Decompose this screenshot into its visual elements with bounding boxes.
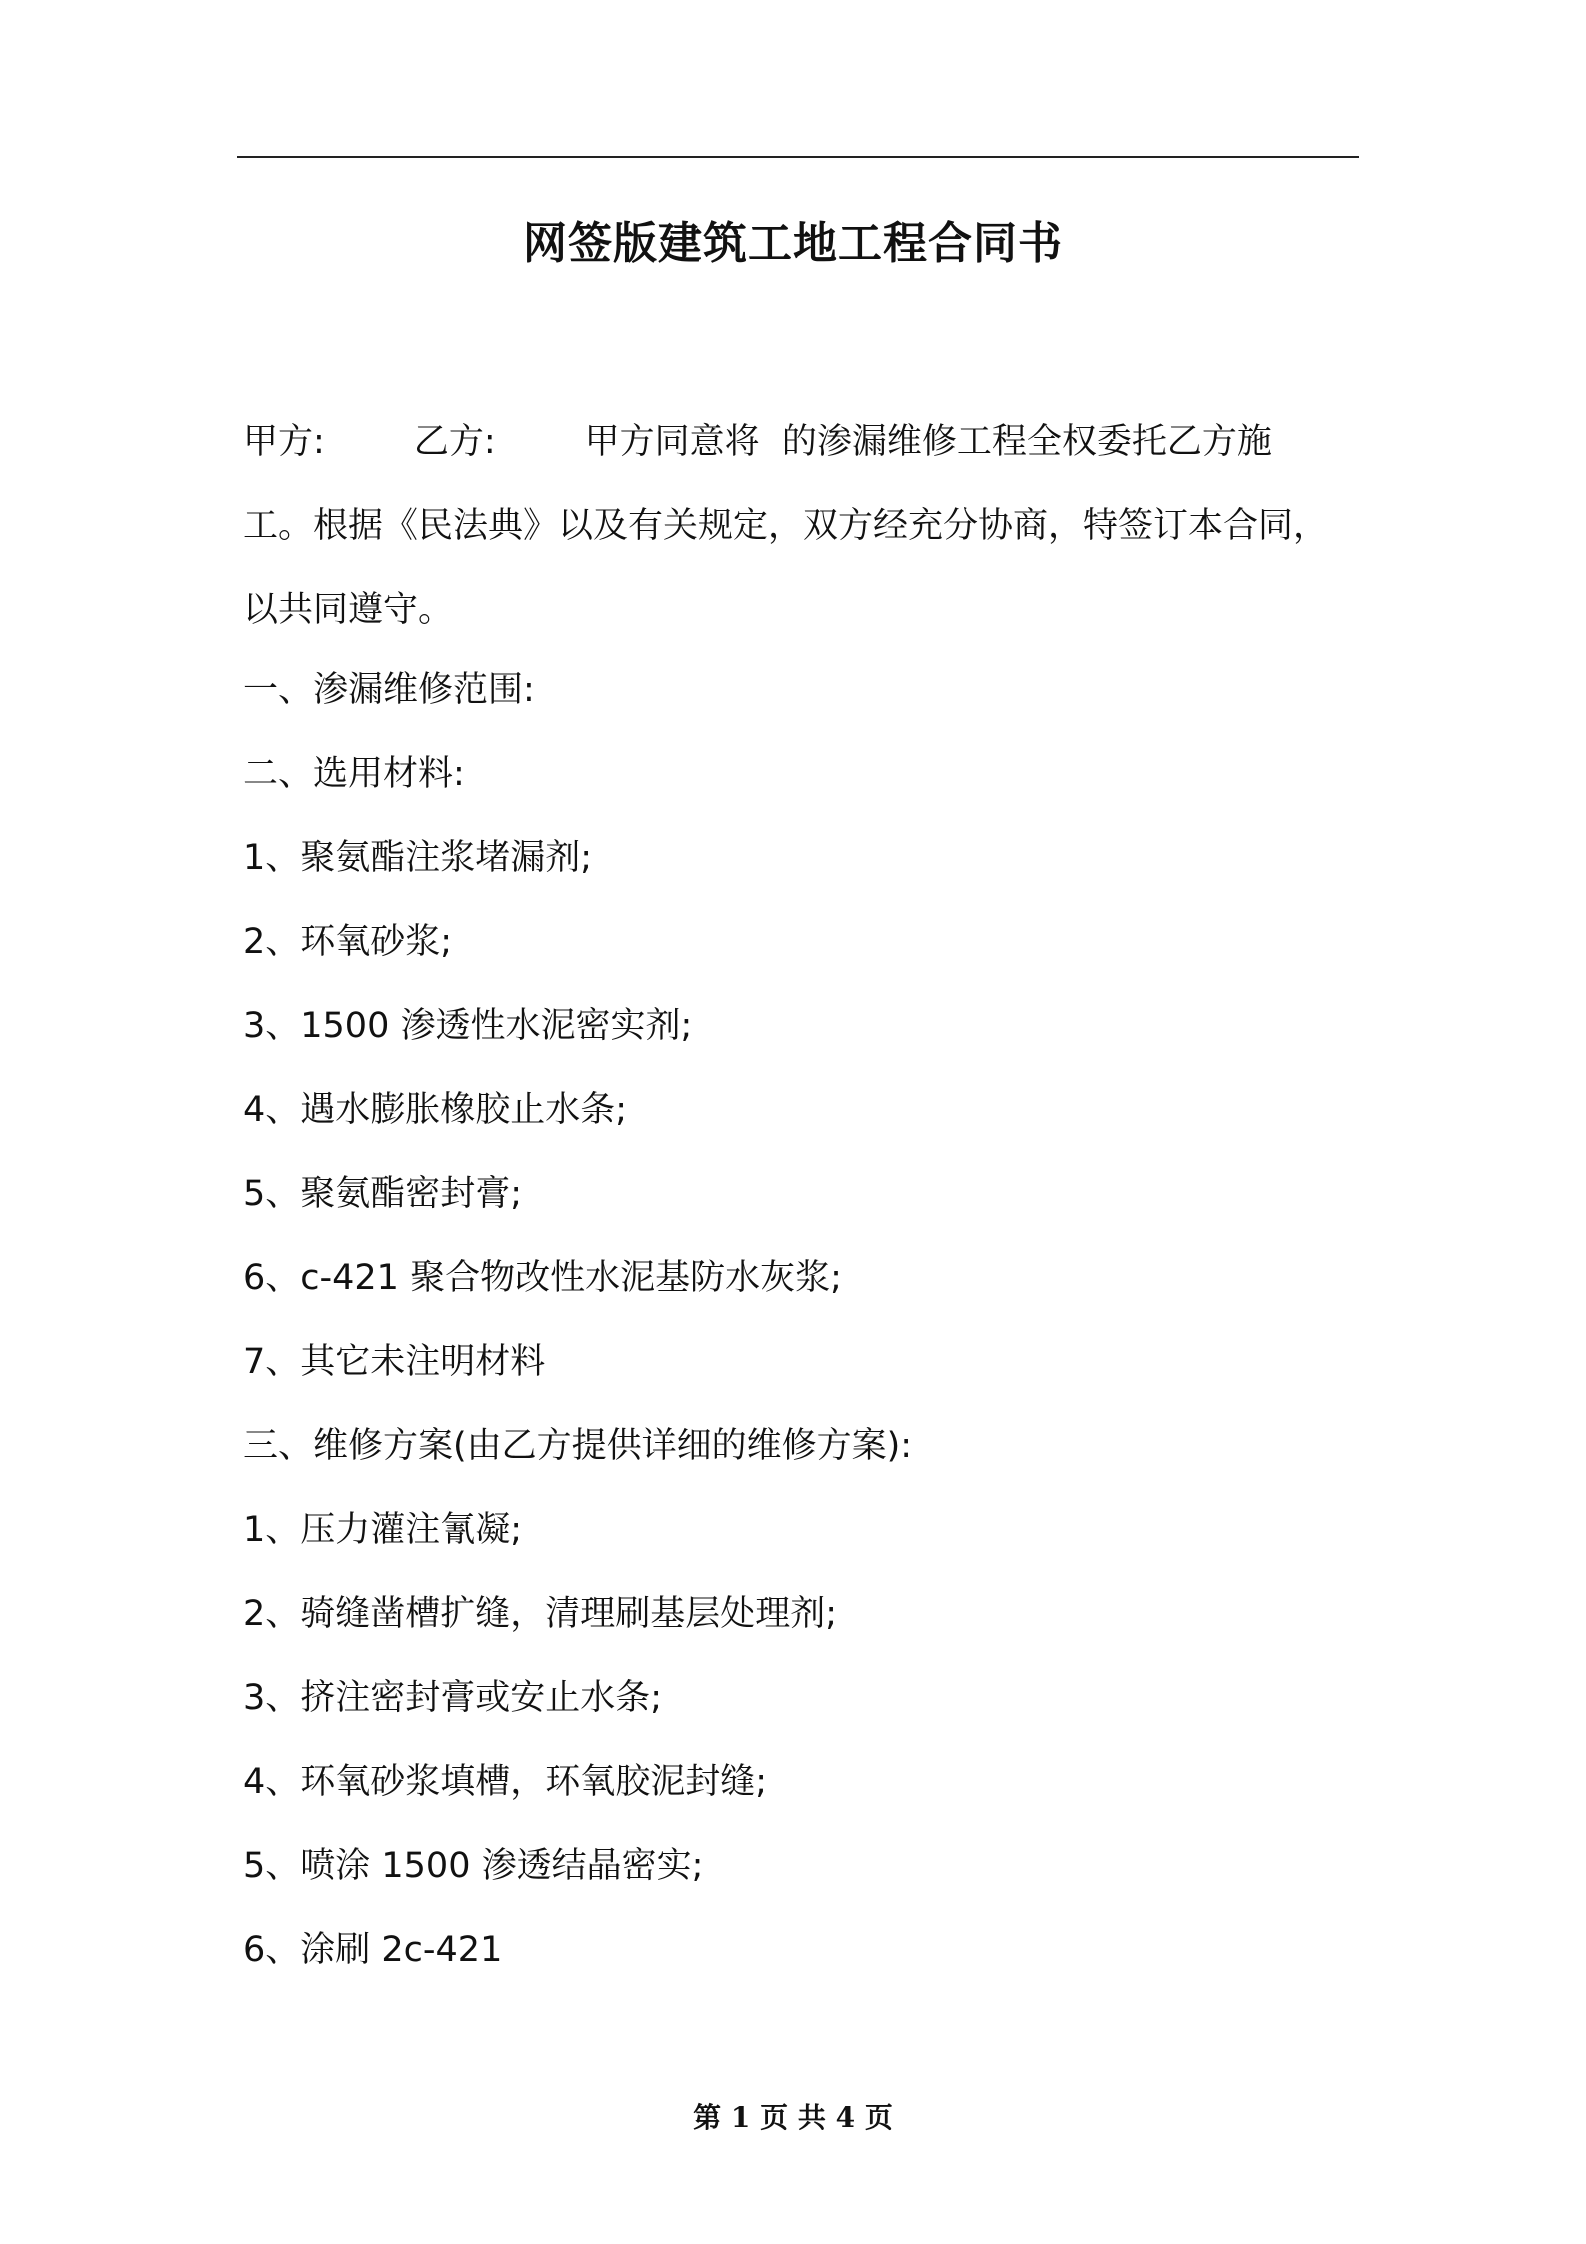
list-item: 6、c-421 聚合物改性水泥基防水灰浆; (243, 1258, 842, 1298)
page-indicator: 第 1 页 共 4 页 (693, 2101, 893, 2134)
intro-line-3: 以共同遵守。 (243, 590, 454, 630)
document-title: 网签版建筑工地工程合同书 (523, 218, 1063, 269)
list-item: 3、挤注密封膏或安止水条; (243, 1678, 663, 1718)
list-item: 4、环氧砂浆填槽，环氧胶泥封缝; (243, 1762, 768, 1802)
intro-paragraph (243, 400, 1359, 652)
list-item: 5、聚氨酯密封膏; (243, 1174, 523, 1214)
intro-line-2: 工。根据《民法典》以及有关规定，双方经充分协商，特签订本合同， (243, 506, 1329, 546)
contract-items-list (243, 648, 1359, 1992)
list-item: 三、维修方案(由乙方提供详细的维修方案): (243, 1426, 913, 1466)
list-item: 7、其它未注明材料 (243, 1342, 546, 1382)
header-rule (237, 156, 1359, 158)
list-item: 3、1500 渗透性水泥密实剂; (243, 1006, 693, 1046)
list-item: 二、选用材料: (243, 754, 465, 794)
list-item: 6、涂刷 2c-421 (243, 1930, 503, 1970)
list-item: 1、压力灌注氰凝; (243, 1510, 523, 1550)
blank-space (496, 422, 585, 462)
party-a-label: 甲方: (243, 422, 325, 462)
list-item: 2、环氧砂浆; (243, 922, 453, 962)
list-item: 5、喷涂 1500 渗透结晶密实; (243, 1846, 704, 1886)
list-item: 2、骑缝凿槽扩缝，清理刷基层处理剂; (243, 1594, 838, 1634)
list-item: 4、遇水膨胀橡胶止水条; (243, 1090, 628, 1130)
list-item: 1、聚氨酯注浆堵漏剂; (243, 838, 593, 878)
blank-space (325, 422, 414, 462)
intro-line-1-tail: 甲方同意将 的渗漏维修工程全权委托乙方施 (584, 422, 1272, 462)
party-b-label: 乙方: (413, 422, 496, 462)
intro-line-1 (243, 400, 1359, 484)
list-item: 一、渗漏维修范围: (243, 670, 535, 710)
